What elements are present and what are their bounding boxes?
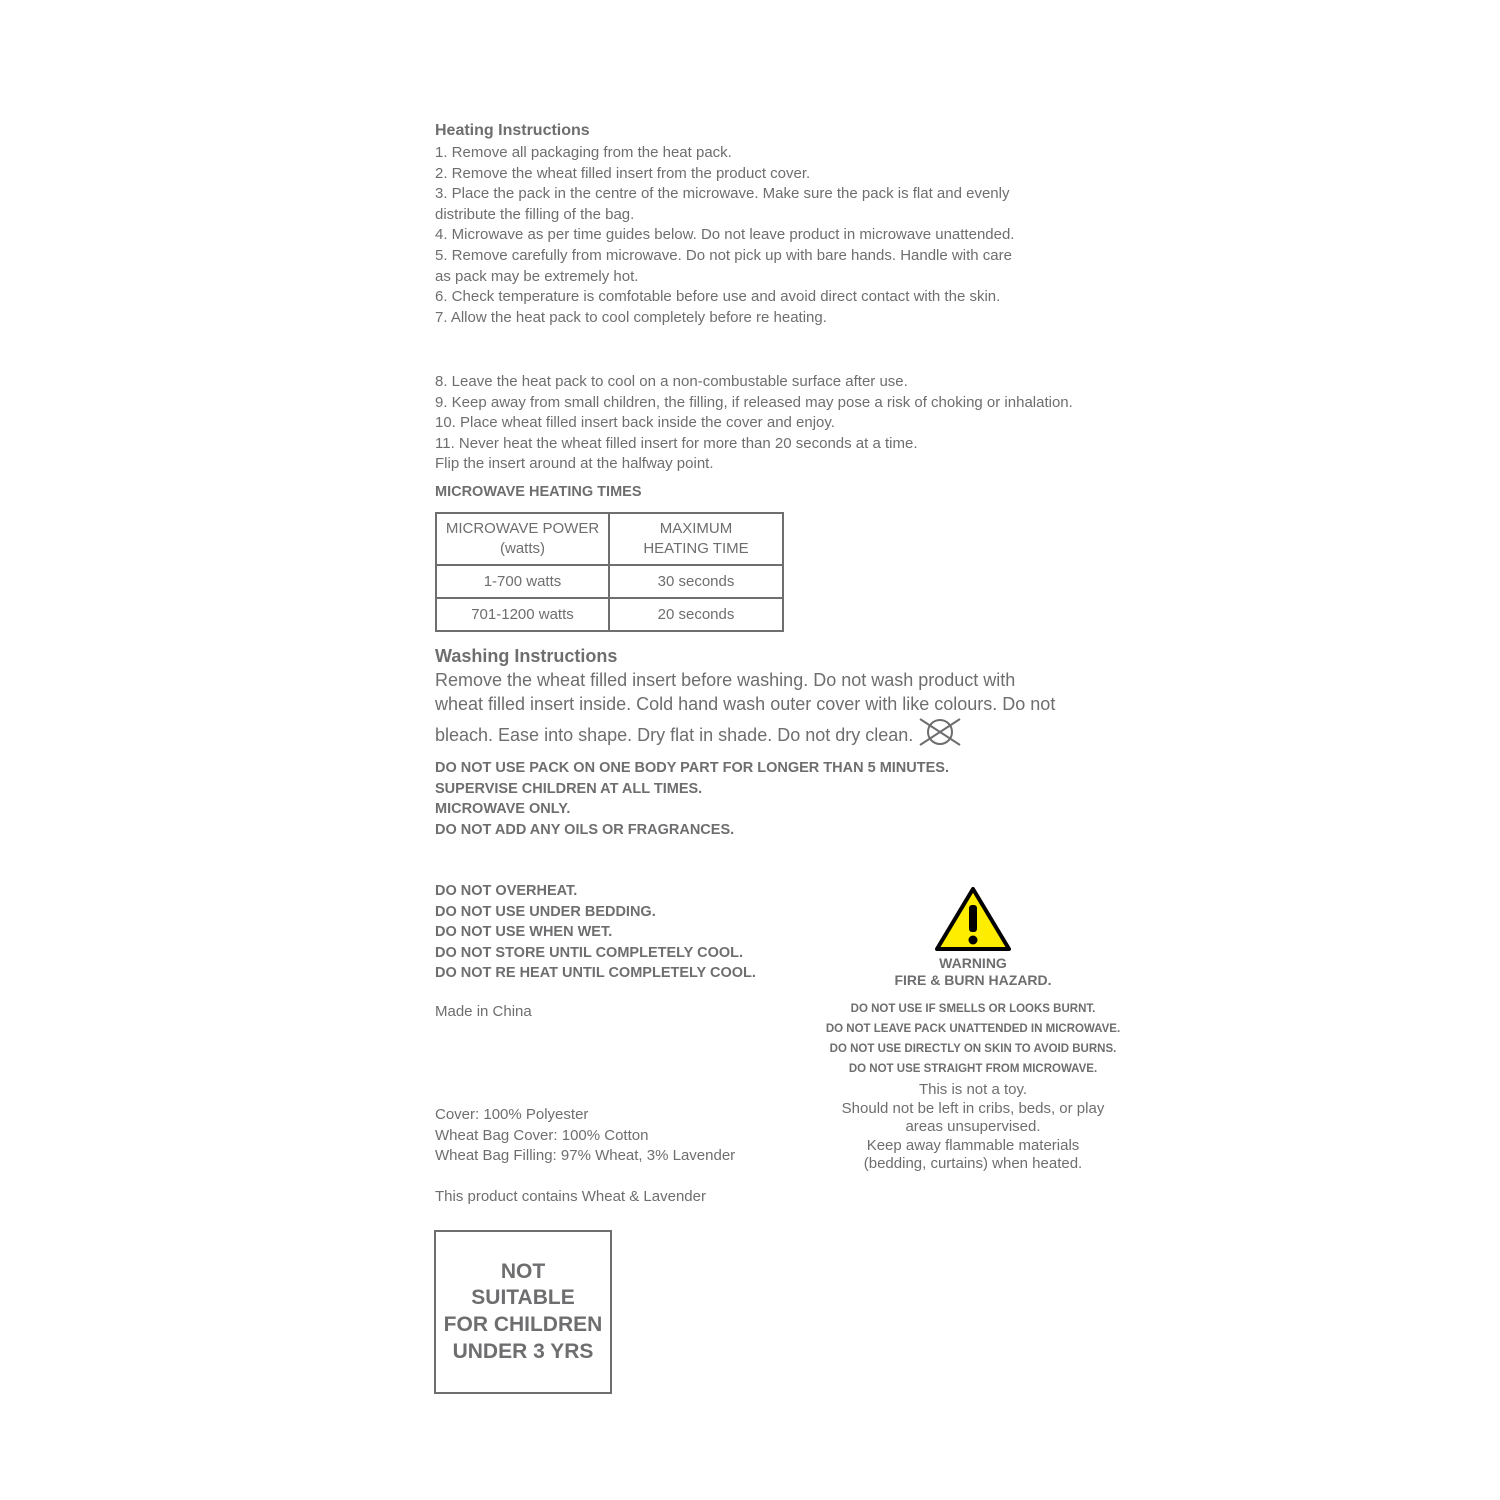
header-power-line2: (watts) [500,540,545,557]
header-time-line2: HEATING TIME [643,540,749,557]
age-line: FOR CHILDREN [443,1313,603,1336]
heating-line: 10. Place wheat filled insert back inside the cover and enjoy. [435,414,835,432]
time-cell: 20 seconds [609,598,783,631]
warning-line: DO NOT STORE UNTIL COMPLETELY COOL. [435,944,744,961]
burn-warnings [798,999,1148,1079]
burn-warning-line: DO NOT LEAVE PACK UNATTENDED IN MICROWAVE. [825,1023,1121,1035]
washing-title: Washing Instructions [435,646,618,666]
heating-line: 9. Keep away from small children, the filling, if released may pose a risk of choking or inhalation. [435,393,1073,411]
header-power-line1: MICROWAVE POWER [445,520,600,537]
heating-instructions [435,122,1014,328]
age-line: UNDER 3 YRS [452,1339,594,1363]
warning-line: SUPERVISE CHILDREN AT ALL TIMES. [435,780,703,797]
heating-list-continued [435,372,1073,475]
warnings-block-2 [435,881,756,984]
warning-line: DO NOT USE UNDER BEDDING. [435,903,656,920]
heating-title: Heating Instructions [435,122,590,139]
warning-label: WARNING [939,955,1007,971]
warning-line: MICROWAVE ONLY. [435,801,571,818]
heating-line: distribute the filling of the bag. [435,205,635,223]
warning-line: DO NOT USE WHEN WET. [435,924,613,941]
washing-line: bleach. Ease into shape. Dry flat in shade. Do not dry clean. [435,724,914,745]
heating-line: 6. Check temperature is comfotable before use and avoid direct contact with the skin. [435,288,1001,306]
header-time-line1: MAXIMUM [659,520,733,537]
heating-line: 1. Remove all packaging from the heat pack. [435,144,732,161]
heating-line: Flip the insert around at the halfway point. [435,455,714,473]
burn-warning-line: DO NOT USE DIRECTLY ON SKIN TO AVOID BURNS. [829,1043,1117,1055]
header-power-cell [436,513,609,565]
allergen-note: This product contains Wheat & Lavender [435,1188,706,1205]
burn-warning-line: DO NOT USE STRAIGHT FROM MICROWAVE. [848,1063,1098,1075]
hazard-label: FIRE & BURN HAZARD. [894,972,1052,988]
time-cell: 30 seconds [609,565,783,598]
microwave-times-table [435,512,784,632]
washing-text [435,669,1095,753]
header-time-cell [609,513,783,565]
age-warning-box [434,1230,612,1394]
do-not-dry-clean-icon [917,717,963,754]
warning-line: DO NOT OVERHEAT. [435,883,578,899]
heating-line: 11. Never heat the wheat filled insert for more than 20 seconds at a time. [435,434,918,452]
heating-list [435,143,1014,328]
heating-line: 5. Remove carefully from microwave. Do not pick up with bare hands. Handle with care [435,246,1012,264]
warning-line: DO NOT RE HEAT UNTIL COMPLETELY COOL. [435,965,756,982]
age-line: SUITABLE [471,1286,575,1310]
table-row [436,565,783,598]
washing-line-last [435,717,1095,754]
fire-warning-panel [798,886,1148,1174]
heating-line: 7. Allow the heat pack to cool completely before re heating. [435,308,827,326]
material-line: Wheat Bag Filling: 97% Wheat, 3% Lavender [435,1147,736,1165]
warning-triangle-icon [798,886,1148,952]
washing-line: Remove the wheat filled insert before washing. Do not wash product with [435,670,1016,690]
materials-list [435,1105,735,1167]
material-line: Wheat Bag Cover: 100% Cotton [435,1126,649,1144]
toy-warnings [798,1081,1148,1174]
microwave-times-title: MICROWAVE HEATING TIMES [435,484,642,500]
power-cell: 701-1200 watts [436,598,609,631]
heating-line: as pack may be extremely hot. [435,267,639,285]
warnings-block-1 [435,758,949,840]
made-in-label: Made in China [435,1003,532,1020]
burn-warning-line: DO NOT USE IF SMELLS OR LOOKS BURNT. [850,1003,1096,1015]
toy-warning-line: (bedding, curtains) when heated. [863,1155,1083,1173]
toy-warning-line: Keep away flammable materials [866,1136,1080,1154]
warning-line: DO NOT ADD ANY OILS OR FRAGRANCES. [435,821,735,838]
toy-warning-line: areas unsupervised. [905,1118,1041,1136]
power-cell: 1-700 watts [436,565,609,598]
table-row [436,598,783,631]
material-line: Cover: 100% Polyester [435,1106,589,1123]
age-line: NOT [500,1259,546,1283]
warning-line: DO NOT USE PACK ON ONE BODY PART FOR LONGER THAN 5 MINUTES. [435,760,949,776]
table-header-row [436,513,783,565]
heating-line: 4. Microwave as per time guides below. Do not leave product in microwave unattended. [435,226,1015,244]
toy-warning-line: This is not a toy. [918,1081,1028,1098]
heating-line: 2. Remove the wheat filled insert from the product cover. [435,164,811,182]
washing-line: wheat filled insert inside. Cold hand wash outer cover with like colours. Do not [435,693,1056,714]
heating-line: 8. Leave the heat pack to cool on a non-combustable surface after use. [435,373,908,390]
heating-line: 3. Place the pack in the centre of the microwave. Make sure the pack is flat and evenly [435,185,1010,203]
toy-warning-line: Should not be left in cribs, beds, or play [841,1099,1105,1117]
